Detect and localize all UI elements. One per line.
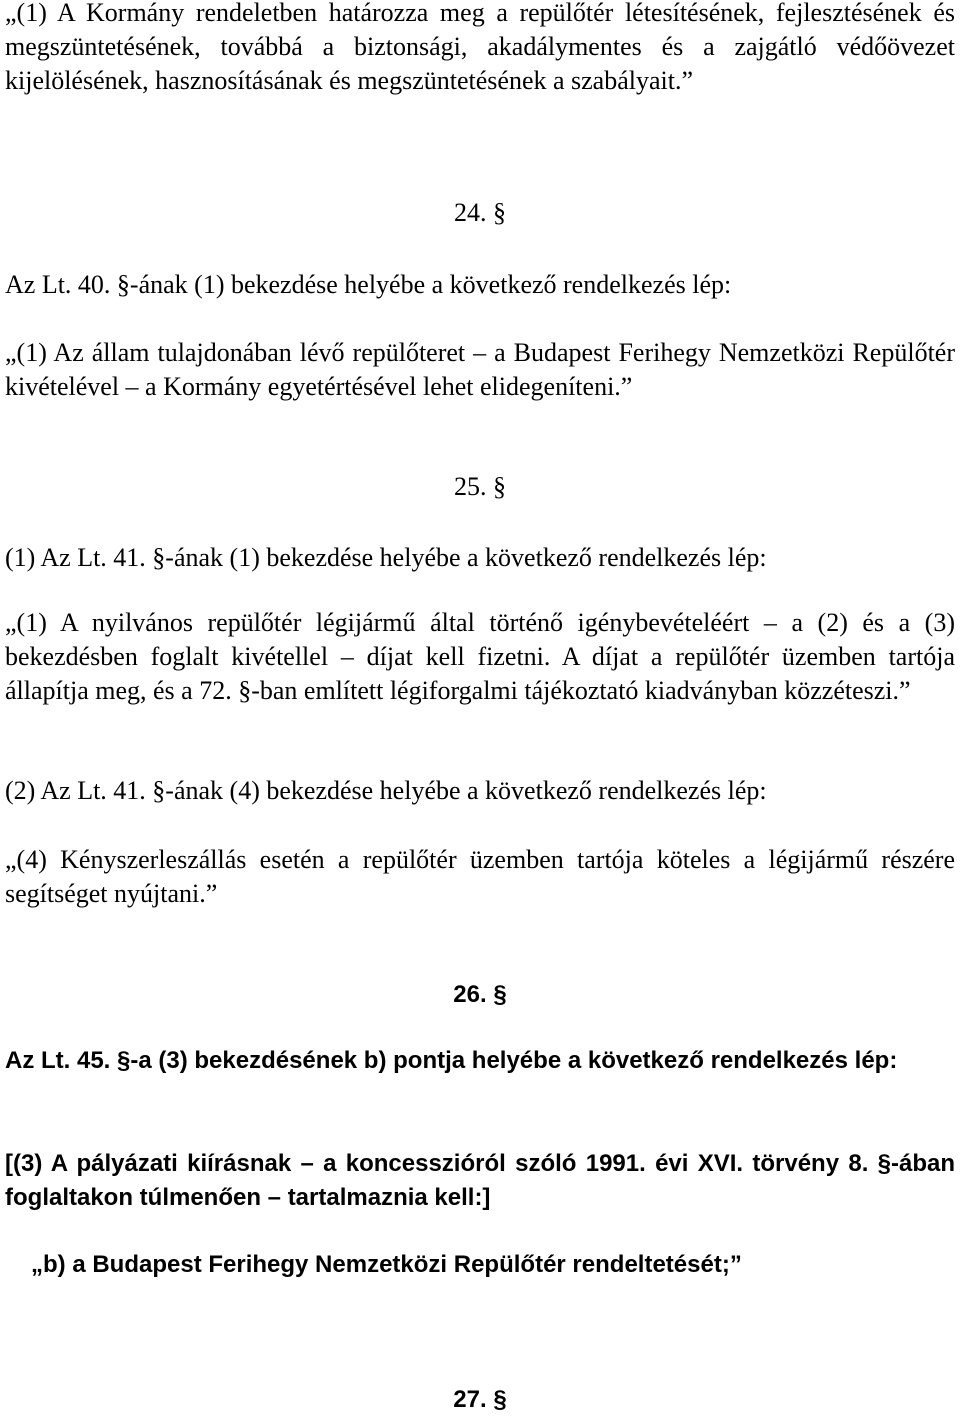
section-25-intro-1: (1) Az Lt. 41. §-ának (1) bekezdése helyébe a következő rendelkezés lép: (5, 543, 767, 572)
section-25-quote-1: „(1) A nyilvános repülőtér légijármű által történő igénybevételéért – a (2) és a (3) bekezdésben foglalt kivétellel – díjat kell fizetni. A díjat a repülőtér üzemben tartója állapítja meg, és a 72. §-ban említett légiforgalmi tájékoztató kiadványban közzéteszi.” (5, 608, 955, 705)
previous-quote-paragraph: „(1) A Kormány rendeletben határozza meg a repülőtér létesítésének, fejlesztésének és megszüntetésének, továbbá a biztonsági, akadálymentes és a zajgátló védőövezet kijelölésének, hasznosításának és megszüntetésének a szabályait.” (5, 0, 955, 95)
section-25-heading: 25. § (454, 472, 506, 501)
section-26-heading: 26. § (453, 981, 507, 1008)
section-24-intro: Az Lt. 40. §-ának (1) bekezdése helyébe a következő rendelkezés lép: (5, 270, 732, 299)
section-26-quote: „b) a Budapest Ferihegy Nemzetközi Repülőtér rendeltetését;” (31, 1251, 742, 1278)
section-27-heading: 27. § (453, 1386, 507, 1413)
section-25-intro-2: (2) Az Lt. 41. §-ának (4) bekezdése helyébe a következő rendelkezés lép: (5, 776, 767, 805)
section-26-context: [(3) A pályázati kiírásnak – a koncesszióról szóló 1991. évi XVI. törvény 8. §-ában foglaltakon túlmenően – tartalmaznia kell:] (5, 1150, 955, 1211)
section-25-quote-2: „(4) Kényszerleszállás esetén a repülőtér üzemben tartója köteles a légijármű részére segítséget nyújtani.” (5, 845, 955, 908)
section-24-heading: 24. § (454, 198, 506, 227)
section-24-quote: „(1) Az állam tulajdonában lévő repülőteret – a Budapest Ferihegy Nemzetközi Repülőtér kivételével – a Kormány egyetértésével lehet elidegeníteni.” (5, 338, 955, 401)
section-26-intro: Az Lt. 45. §-a (3) bekezdésének b) pontja helyébe a következő rendelkezés lép: (5, 1047, 898, 1074)
